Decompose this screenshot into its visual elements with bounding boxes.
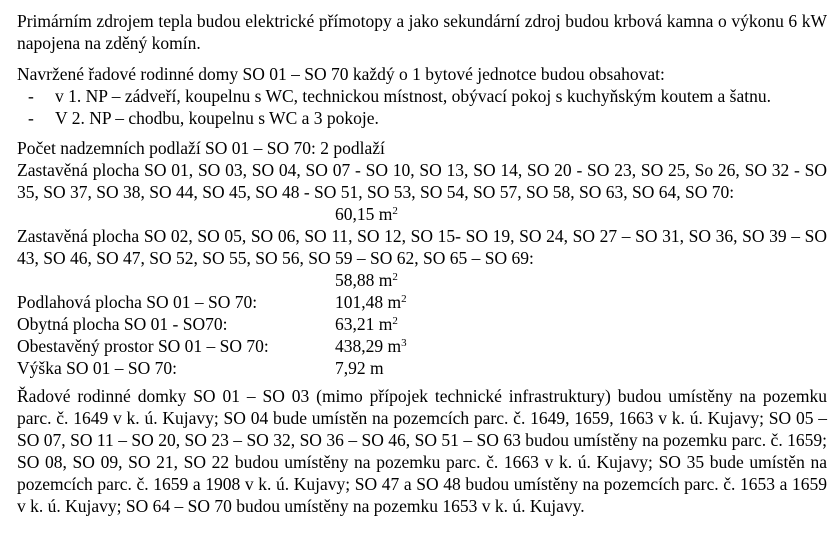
param-label: Podlahová plocha SO 01 – SO 70: bbox=[17, 292, 258, 312]
list-dash: - bbox=[28, 108, 34, 128]
param-row-volume bbox=[17, 335, 827, 357]
list-dash: - bbox=[28, 86, 34, 106]
param-value bbox=[335, 291, 827, 313]
placement-text: Řadové rodinné domky SO 01 – SO 03 (mimo přípojek technické infrastruktury) budou umístěny na pozemku parc. č. 1649 v k. ú. Kujavy; SO 04 bude umístěn na pozemcích parc. č. 1649, 1659, 1663 v k. ú. Kujavy; SO 05 – SO 07, SO 11 – SO 20, SO 23 – SO 32, SO 36 – SO 46, SO 51 – SO 63 budou umístěny na pozemku parc. č. 1659; SO 08, SO 09, SO 21, SO 22 budou umístěny na pozemku parc. č. 1663 v k. ú. Kujavy; SO 35 bude umístěn na pozemcích parc. č. 1659 a 1908 v k. ú. Kujavy; SO 47 a SO 48 budou umístěny na pozemcích parc. č. 1653 a 1659 v k. ú. Kujavy; SO 64 – SO 70 budou umístěny na pozemku 1653 v k. ú. Kujavy. bbox=[17, 386, 827, 516]
list-item-text: v 1. NP – zádveří, koupelnu s WC, technickou místnost, obývací pokoj s kuchyňským koutem a šatnu. bbox=[55, 86, 771, 106]
list-item bbox=[17, 85, 827, 107]
param-row-floor-area bbox=[17, 291, 827, 313]
param-value bbox=[335, 313, 827, 335]
param-label: Obytná plocha SO 01 - SO70: bbox=[17, 314, 228, 334]
param-value bbox=[335, 335, 827, 357]
built-area-1-label: Zastavěná plocha SO 01, SO 03, SO 04, SO 07 - SO 10, SO 13, SO 14, SO 20 - SO 23, SO 25, So 26, SO 32 - SO 35, SO 37, SO 38, SO 44, SO 45, SO 48 - SO 51, SO 53, SO 54, SO 57, SO 58, SO 63, SO 64, SO 70: bbox=[17, 160, 827, 202]
param-number: 101,48 m bbox=[335, 292, 402, 312]
list-item-text: V 2. NP – chodbu, koupelnu s WC a 3 pokoje. bbox=[55, 108, 379, 128]
param-label: Obestavěný prostor SO 01 – SO 70: bbox=[17, 336, 269, 356]
placement-paragraph bbox=[17, 385, 827, 517]
list-item bbox=[17, 107, 827, 129]
built-area-2-value bbox=[17, 269, 827, 291]
built-area-2-number: 58,88 m bbox=[335, 270, 393, 290]
built-area-1-value bbox=[17, 203, 827, 225]
heating-paragraph bbox=[17, 10, 827, 54]
param-row-height bbox=[17, 357, 827, 379]
param-unit-sup: 2 bbox=[392, 315, 398, 327]
param-value bbox=[335, 357, 827, 379]
houses-section bbox=[17, 63, 827, 129]
param-unit-sup: 3 bbox=[401, 337, 407, 349]
params-section bbox=[17, 137, 827, 379]
houses-list bbox=[17, 85, 827, 129]
param-row-living-area bbox=[17, 313, 827, 335]
param-number: 438,29 m bbox=[335, 336, 402, 356]
built-area-2-unit-sup: 2 bbox=[392, 271, 398, 283]
param-unit-sup: 2 bbox=[401, 293, 407, 305]
built-area-1-unit-sup: 2 bbox=[392, 205, 398, 217]
built-area-1-number: 60,15 m bbox=[335, 204, 393, 224]
param-number: 7,92 m bbox=[335, 358, 384, 378]
param-label: Výška SO 01 – SO 70: bbox=[17, 358, 177, 378]
floors-line: Počet nadzemních podlaží SO 01 – SO 70: 2 podlaží bbox=[17, 138, 385, 158]
heating-text: Primárním zdrojem tepla budou elektrické přímotopy a jako sekundární zdroj budou krbová kamna o výkonu 6 kW napojena na zděný komín. bbox=[17, 11, 827, 53]
houses-intro: Navržené řadové rodinné domy SO 01 – SO 70 každý o 1 bytové jednotce budou obsahovat: bbox=[17, 64, 665, 84]
param-number: 63,21 m bbox=[335, 314, 393, 334]
built-area-2-label: Zastavěná plocha SO 02, SO 05, SO 06, SO 11, SO 12, SO 15- SO 19, SO 24, SO 27 – SO 31, SO 36, SO 39 – SO 43, SO 46, SO 47, SO 52, SO 55, SO 56, SO 59 – SO 62, SO 65 – SO 69: bbox=[17, 226, 827, 268]
